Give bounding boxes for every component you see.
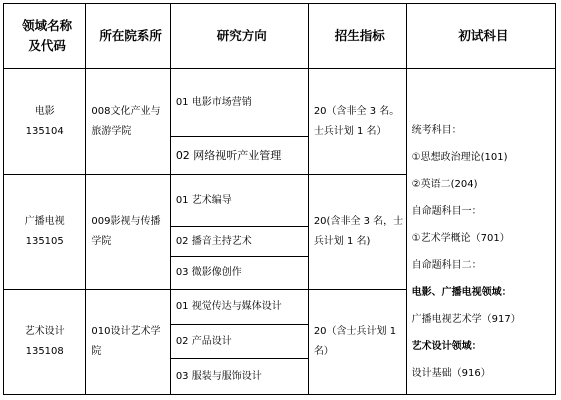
header-field — [4, 4, 86, 69]
unified-subject-1: ①思想政治理论(101) — [411, 152, 508, 163]
field-cell — [4, 175, 86, 290]
exam-subjects-cell — [406, 69, 555, 395]
admission-table — [3, 3, 556, 395]
field-code: 135104 — [25, 125, 64, 137]
self-two-label: 自命题科目二： — [411, 260, 482, 271]
header-direction: 研究方向 — [170, 4, 308, 69]
field-name: 艺术设计 — [24, 326, 65, 337]
field-code: 135105 — [25, 236, 64, 247]
quota-cell: 20（含士兵计划 1 名） — [308, 290, 406, 395]
direction-cell: 01 视觉传达与媒体设计 — [170, 290, 308, 325]
film-tv-label: 电影、广播电视领域： — [411, 287, 512, 298]
direction-cell: 02 播音主持艺术 — [170, 227, 308, 257]
header-field-line1: 领域名称 — [22, 18, 73, 33]
self-one-label: 自命题科目一： — [411, 206, 482, 217]
field-name: 电影 — [34, 105, 55, 117]
dept-cell: 008文化产业与旅游学院 — [86, 69, 170, 175]
quota-cell: 20（含非全 3 名。士兵计划 1 名） — [308, 69, 406, 175]
direction-cell: 02 网络视听产业管理 — [170, 137, 308, 175]
field-cell — [4, 290, 86, 395]
film-tv-item: 广播电视艺术学（917） — [411, 314, 521, 325]
unified-subject-2: ②英语二(204) — [411, 179, 478, 190]
direction-cell: 03 服装与服饰设计 — [170, 359, 308, 395]
admission-table-container — [3, 3, 556, 395]
unified-label: 统考科目： — [411, 125, 462, 136]
self-one-item: ①艺术学概论（701） — [411, 233, 510, 244]
quota-cell: 20(含非全 3 名，士兵计划 1 名) — [308, 175, 406, 290]
design-label: 艺术设计领域： — [411, 341, 482, 352]
field-name: 广播电视 — [24, 216, 65, 227]
design-item: 设计基础（916） — [411, 368, 491, 379]
field-code: 135108 — [25, 346, 64, 357]
dept-cell: 010设计艺术学院 — [86, 290, 170, 395]
direction-cell: 02 产品设计 — [170, 325, 308, 359]
header-quota: 招生指标 — [308, 4, 406, 69]
direction-cell: 03 微影像创作 — [170, 257, 308, 290]
header-row — [4, 4, 556, 69]
table-row — [4, 69, 556, 137]
dept-cell: 009影视与传播学院 — [86, 175, 170, 290]
header-field-line2: 及代码 — [28, 38, 66, 53]
direction-cell: 01 电影市场营销 — [170, 69, 308, 137]
header-exam: 初试科目 — [406, 4, 555, 69]
field-cell — [4, 69, 86, 175]
header-dept: 所在院系所 — [86, 4, 170, 69]
direction-cell: 01 艺术编导 — [170, 175, 308, 227]
